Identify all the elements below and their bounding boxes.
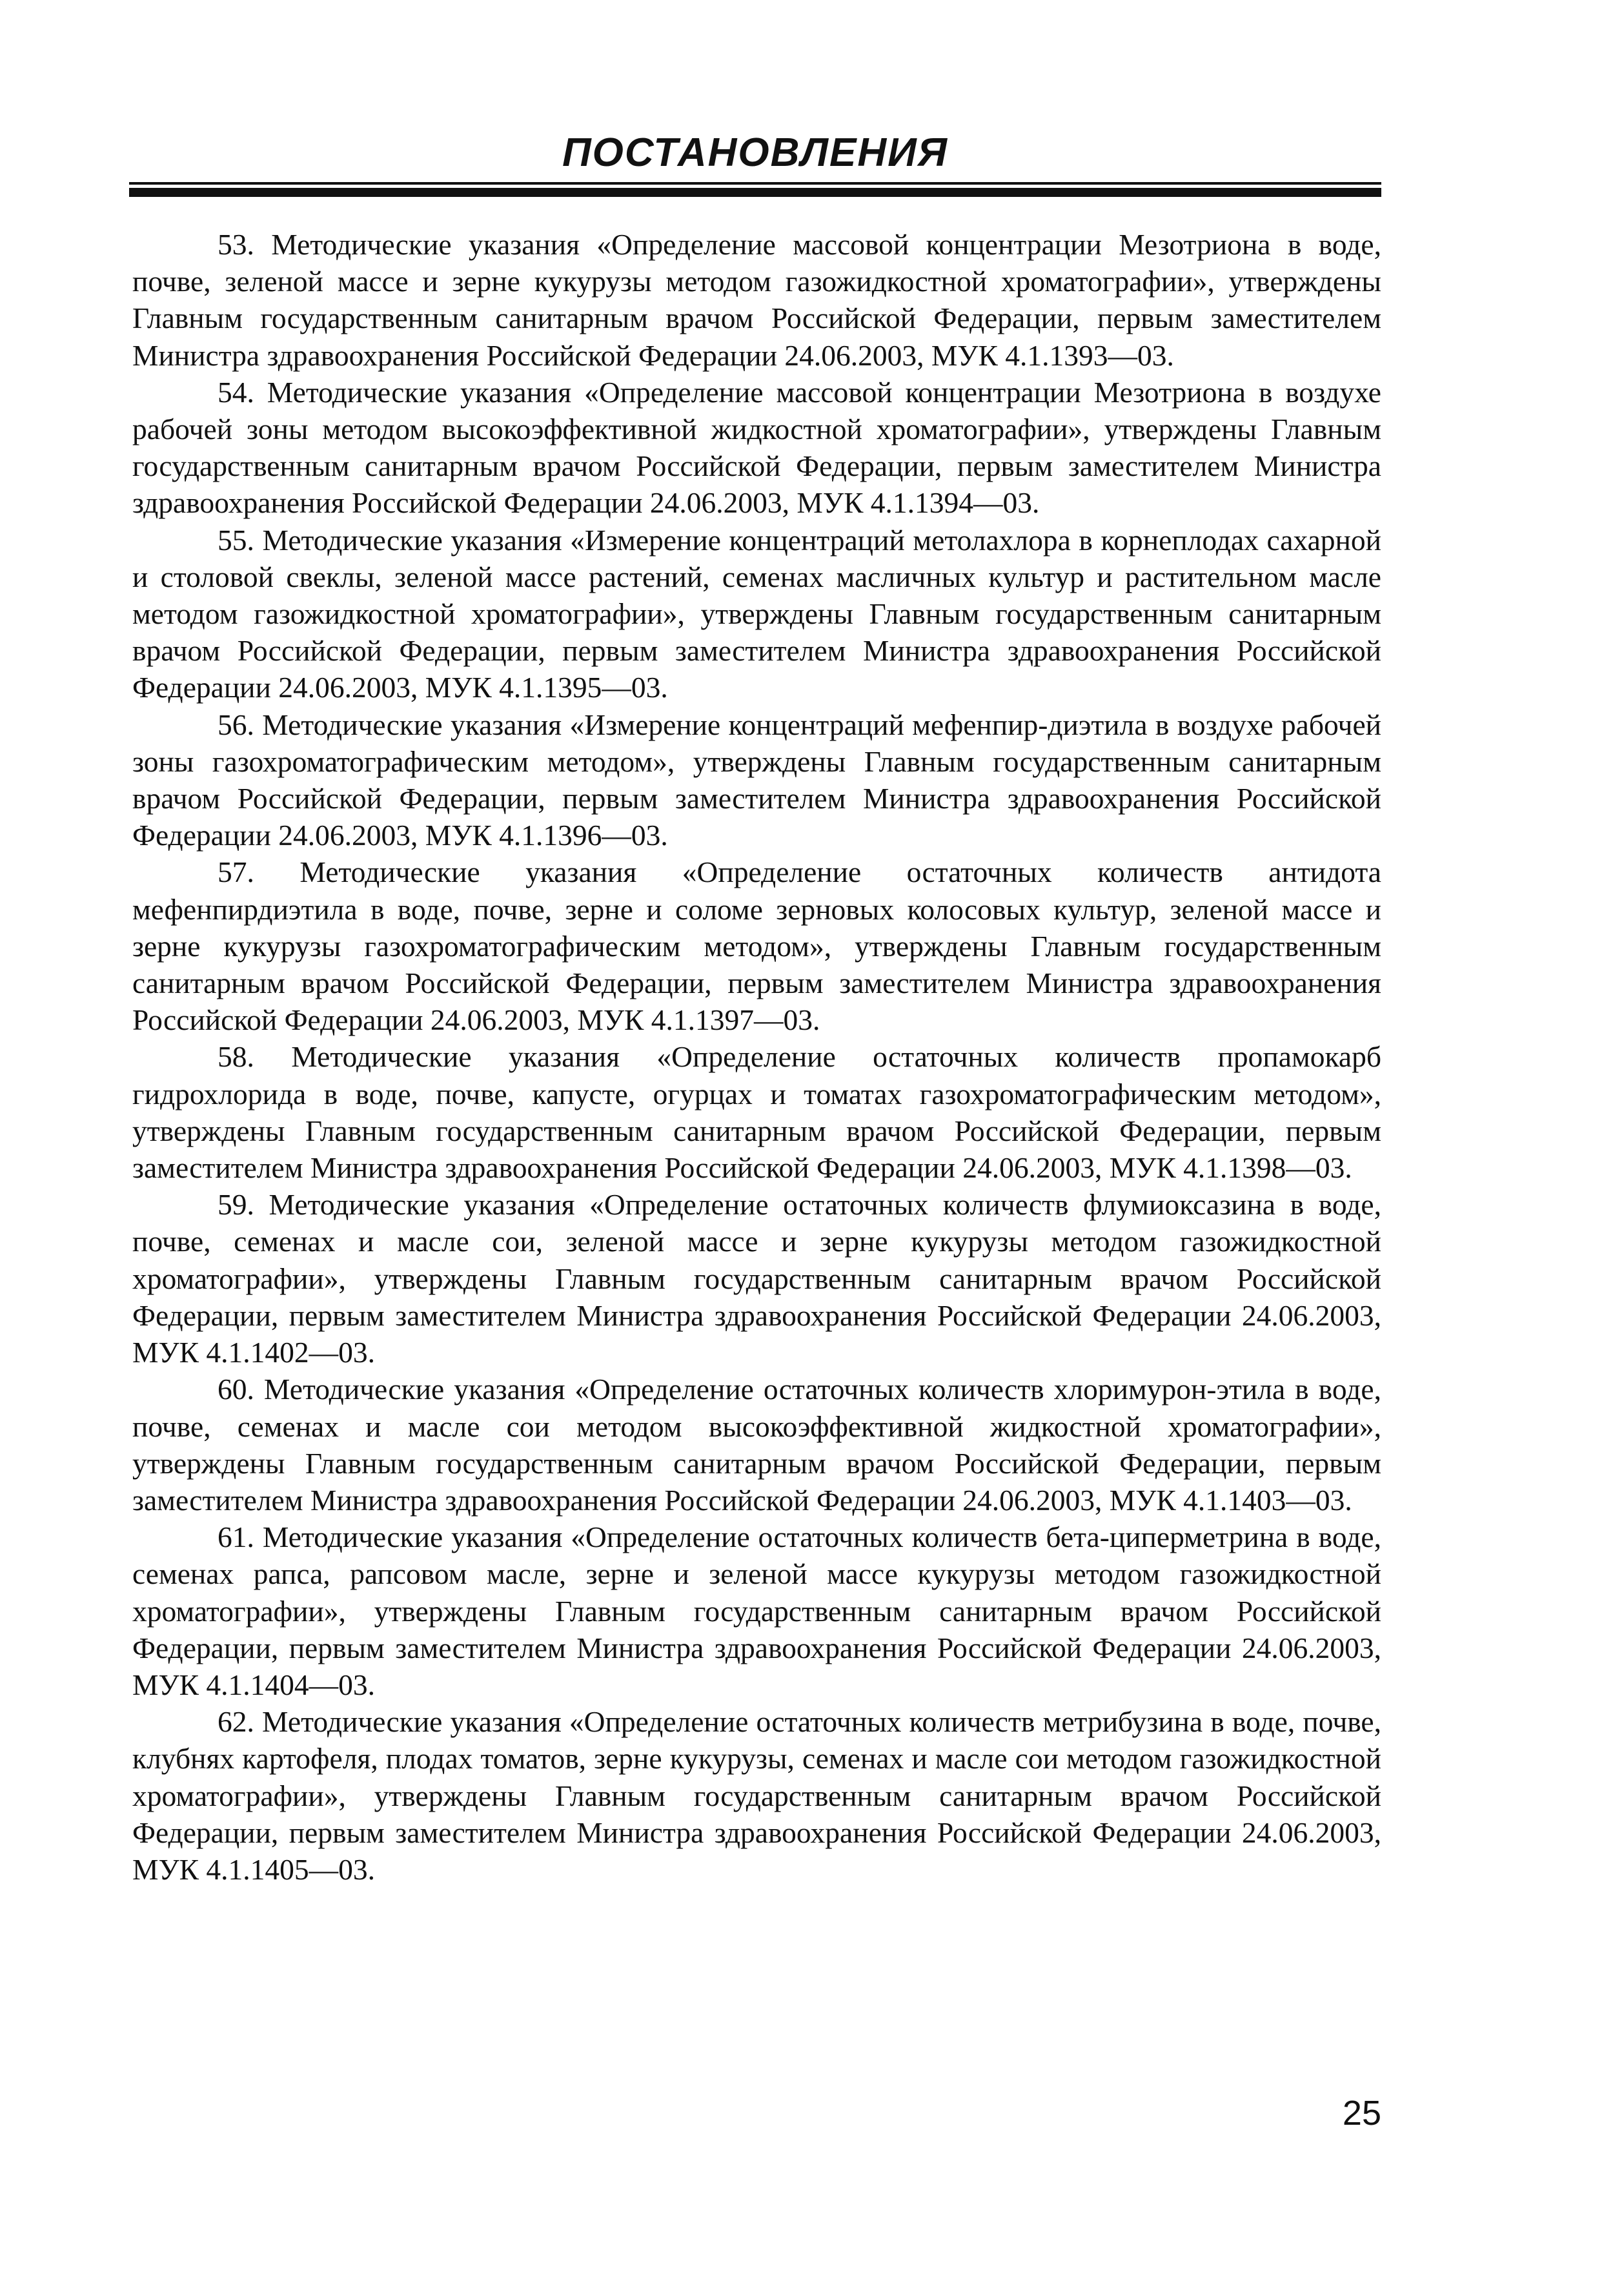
paragraph-56: 56. Методические указания «Измерение концентраций мефенпир-диэтила в воздухе рабочей зоны газохроматографическим методом», утверждены Главным государственным санитарным врачом Российской Федерации, первым заместителем Министра здравоохранения Российской Федерации 24.06.2003, МУК 4.1.1396—03. bbox=[132, 708, 1381, 852]
paragraph-54: 54. Методические указания «Определение массовой концентрации Мезотриона в воздухе рабочей зоны методом высокоэффективной жидкостной хроматографии», утверждены Главным государственным санитарным врачом Российской Федерации, первым заместителем Министра здравоохранения Российской Федерации 24.06.2003, МУК 4.1.1394—03. bbox=[132, 375, 1381, 520]
section-header bbox=[129, 128, 1381, 197]
paragraph-61: 61. Методические указания «Определение остаточных количеств бета-циперметрина в воде, семенах рапса, рапсовом масле, зерне и зеленой массе кукурузы методом газожидкостной хроматографии», утверждены Главным государственным санитарным врачом Российской Федерации, первым заместителем Министра здравоохранения Российской Федерации 24.06.2003, МУК 4.1.1404—03. bbox=[132, 1520, 1381, 1701]
paragraph-55: 55. Методические указания «Измерение концентраций метолахлора в корнеплодах сахарной и столовой свеклы, зеленой массе растений, семенах масличных культур и растительном масле методом газожидкостной хроматографии», утверждены Главным государственным санитарным врачом Российской Федерации, первым заместителем Министра здравоохранения Российской Федерации 24.06.2003, МУК 4.1.1395—03. bbox=[132, 523, 1381, 704]
paragraph-57: 57. Методические указания «Определение остаточных количеств антидота мефенпирдиэтила в воде, почве, зерне и соломе зерновых колосовых культур, зеленой массе и зерне кукурузы газохроматографическим методом», утверждены Главным государственным санитарным врачом Российской Федерации, первым заместителем Министра здравоохранения Российской Федерации 24.06.2003, МУК 4.1.1397—03. bbox=[132, 855, 1381, 1037]
paragraph-58: 58. Методические указания «Определение остаточных количеств пропамокарб гидрохлорида в воде, почве, капусте, огурцах и томатах газохроматографическим методом», утверждены Главным государственным санитарным врачом Российской Федерации, первым заместителем Министра здравоохранения Российской Федерации 24.06.2003, МУК 4.1.1398—03. bbox=[132, 1040, 1381, 1185]
page-number: 25 bbox=[1342, 2094, 1381, 2133]
paragraph-59: 59. Методические указания «Определение остаточных количеств флумиоксазина в воде, почве, семенах и масле сои, зеленой массе и зерне кукурузы методом газожидкостной хроматографии», утверждены Главным государственным санитарным врачом Российской Федерации, первым заместителем Министра здравоохранения Российской Федерации 24.06.2003, МУК 4.1.1402—03. bbox=[132, 1188, 1381, 1369]
section-title: ПОСТАНОВЛЕНИЯ bbox=[562, 130, 948, 175]
document-body bbox=[132, 226, 1381, 1888]
paragraph-62: 62. Методические указания «Определение остаточных количеств метрибузина в воде, почве, клубнях картофеля, плодах томатов, зерне кукурузы, семенах и масле сои методом газожидкостной хроматографии», утверждены Главным государственным санитарным врачом Российской Федерации, первым заместителем Министра здравоохранения Российской Федерации 24.06.2003, МУК 4.1.1405—03. bbox=[132, 1705, 1381, 1886]
header-rule-thin bbox=[129, 182, 1381, 185]
paragraph-60: 60. Методические указания «Определение остаточных количеств хлоримурон-этила в воде, почве, семенах и масле сои методом высокоэффективной жидкостной хроматографии», утверждены Главным государственным санитарным врачом Российской Федерации, первым заместителем Министра здравоохранения Российской Федерации 24.06.2003, МУК 4.1.1403—03. bbox=[132, 1373, 1381, 1517]
paragraph-53: 53. Методические указания «Определение массовой концентрации Мезотриона в воде, почве, зеленой массе и зерне кукурузы методом газожидкостной хроматографии», утверждены Главным государственным санитарным врачом Российской Федерации, первым заместителем Министра здравоохранения Российской Федерации 24.06.2003, МУК 4.1.1393—03. bbox=[132, 228, 1381, 372]
header-rule-thick bbox=[129, 188, 1381, 197]
